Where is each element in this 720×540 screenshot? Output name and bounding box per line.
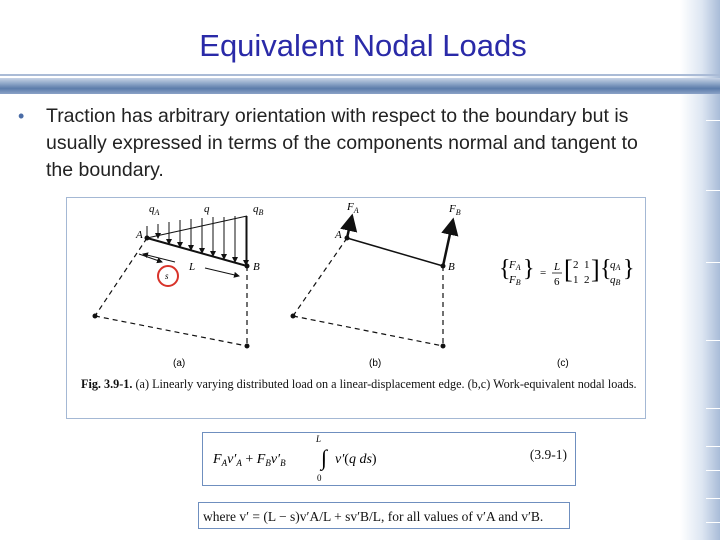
left-brace-close: } bbox=[523, 256, 535, 282]
panel-a-label: (a) bbox=[173, 358, 186, 369]
figure-caption bbox=[81, 376, 637, 392]
vec-FB: FB bbox=[509, 274, 521, 287]
eq-lhs: $F_Av'_A + F_Bv'_B$ bbox=[213, 452, 286, 468]
label-FB: $F_B$ bbox=[449, 203, 461, 217]
integral-lower: 0 bbox=[317, 473, 322, 483]
label-L: L bbox=[189, 261, 196, 273]
matrix-22: 2 bbox=[584, 274, 590, 286]
equation-drawing bbox=[203, 433, 503, 485]
label-FA: $F_A$ bbox=[347, 201, 359, 215]
where-statement: where v′ = (L − s)v′A/L + sv′B/L, for all values of v′A and v′B. bbox=[198, 502, 570, 529]
label-A: A bbox=[136, 229, 143, 241]
label-s: s bbox=[165, 271, 169, 281]
vec-FA: FA bbox=[509, 259, 521, 272]
left-brace-open: { bbox=[499, 256, 511, 282]
vec-qB: qB bbox=[610, 274, 621, 287]
frac-L: L bbox=[554, 261, 561, 273]
label-B: B bbox=[253, 261, 260, 273]
bullet-item bbox=[18, 103, 638, 184]
panel-b-label: (b) bbox=[369, 358, 382, 369]
matrix-11: 2 bbox=[573, 259, 579, 271]
bullet-dot-icon: • bbox=[18, 106, 25, 126]
label-q: q bbox=[204, 203, 210, 215]
right-brace-open: { bbox=[600, 256, 612, 282]
vec-qA: qA bbox=[610, 259, 621, 272]
caption-label: Fig. 3.9-1. bbox=[81, 377, 133, 391]
slide-title: Equivalent Nodal Loads bbox=[199, 28, 527, 63]
label-qA: $q_A$ bbox=[149, 203, 160, 217]
figure-panel bbox=[66, 197, 646, 419]
title-underline bbox=[0, 74, 720, 76]
matrix-12: 1 bbox=[584, 259, 590, 271]
frac-6: 6 bbox=[554, 276, 560, 288]
panel-c bbox=[499, 255, 635, 369]
equation-box bbox=[202, 432, 576, 486]
load-arrows bbox=[158, 216, 246, 265]
label-B-b: B bbox=[448, 261, 455, 273]
equals-sign: = bbox=[540, 267, 547, 279]
label-A-b: A bbox=[335, 229, 342, 241]
title-bar bbox=[0, 78, 720, 94]
panel-b bbox=[291, 201, 461, 369]
caption-text: (a) Linearly varying distributed load on a linear-displacement edge. (b,c) Work-equivalent nodal loads. bbox=[135, 377, 637, 391]
label-qB: $q_B$ bbox=[253, 203, 264, 217]
matrix-bracket-open: [ bbox=[564, 255, 573, 284]
bullet-text: Traction has arbitrary orientation with respect to the boundary but is usually expressed in terms of the components normal and tangent to the boundary. bbox=[46, 105, 638, 181]
right-brace-close: } bbox=[623, 256, 635, 282]
integral-sign: ∫ bbox=[321, 445, 328, 470]
equation-number: (3.9-1) bbox=[529, 447, 567, 462]
panel-c-label: (c) bbox=[557, 358, 569, 369]
matrix-21: 1 bbox=[573, 274, 579, 286]
matrix-bracket-close: ] bbox=[591, 255, 600, 284]
panel-a bbox=[93, 203, 264, 369]
integral-upper: L bbox=[316, 434, 322, 444]
eq-rhs: v′(q ds) bbox=[335, 452, 377, 467]
